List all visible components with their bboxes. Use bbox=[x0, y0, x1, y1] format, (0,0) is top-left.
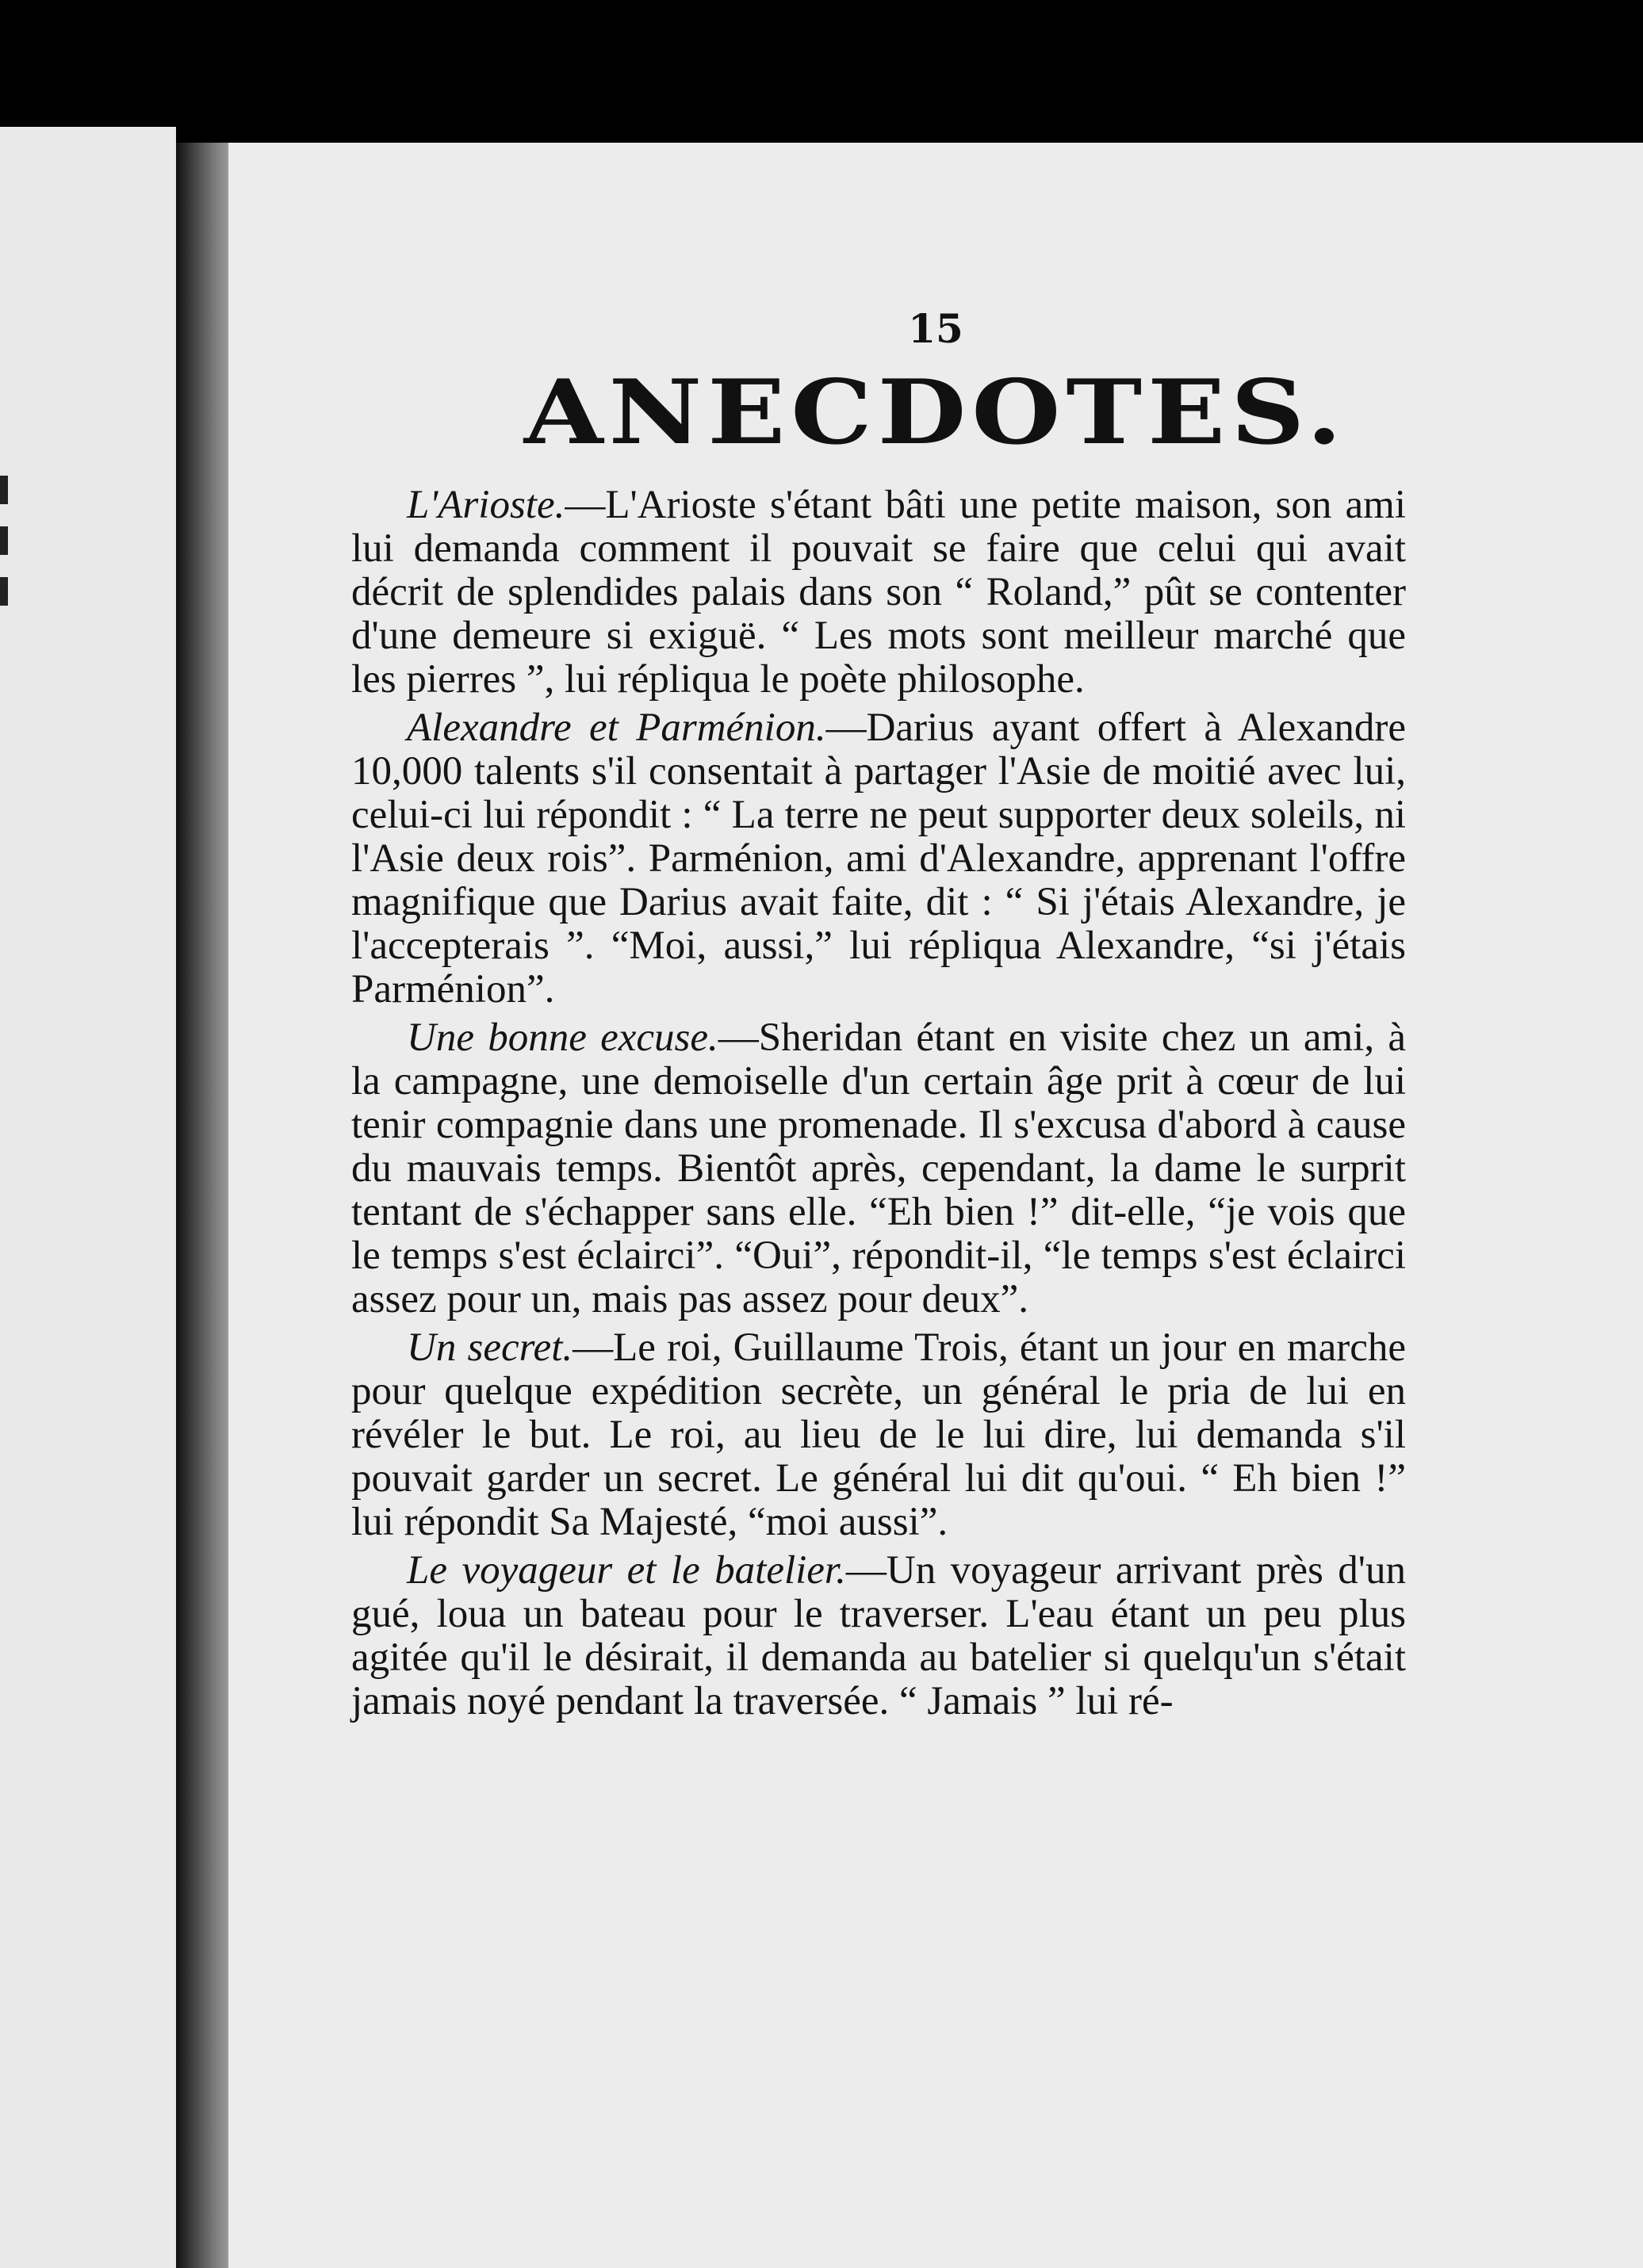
anecdote-excuse bbox=[351, 1016, 1406, 1321]
anecdote-text: —Sheridan étant en visite chez un ami, à la campagne, une demoiselle d'un certain âge prit à cœur de lui tenir compagnie dans une promenade. Il s'excusa d'abord à cause du mauvais temps. Bientôt après, cependant, la dame le surprit tentant de s'échapper sans elle. “Eh bien !” dit-elle, “je vois que le temps s'est éclairci”. “Oui”, répondit-il, “le temps s'est éclairci assez pour un, mais pas assez pour deux”. bbox=[351, 1015, 1406, 1321]
anecdotes-body bbox=[351, 484, 1406, 1725]
anecdote-title: Une bonne excuse. bbox=[407, 1015, 718, 1060]
anecdote-title: L'Arioste. bbox=[407, 483, 565, 527]
book-page bbox=[228, 143, 1643, 2268]
anecdote-text: —Un voyageur arrivant près d'un gué, loua un bateau pour le traverser. L'eau étant un peu plus agitée qu'il le désirait, il demanda au batelier si quelqu'un s'était jamais noyé pendant la traversée. “ Jamais ” lui ré- bbox=[351, 1548, 1406, 1723]
anecdote-text: —Le roi, Guillaume Trois, étant un jour en marche pour quelque expédition secrète, un général le pria de lui en révéler le but. Le roi, au lieu de le lui dire, lui demanda s'il pouvait garder un secret. Le général lui dit qu'oui. “ Eh bien !” lui répondit Sa Majesté, “moi aussi”. bbox=[351, 1325, 1406, 1544]
anecdote-arioste bbox=[351, 484, 1406, 702]
anecdote-title: Le voyageur et le batelier. bbox=[407, 1548, 846, 1593]
anecdote-title: Alexandre et Parménion. bbox=[407, 706, 826, 750]
anecdote-text: —L'Arioste s'étant bâti une petite maison, son ami lui demanda comment il pouvait se faire que celui qui avait décrit de splendides palais dans son “ Roland,” pût se contenter d'une demeure si exiguë. “ Les mots sont meilleur marché que les pierres ”, lui répliqua le poète philosophe. bbox=[351, 483, 1406, 702]
anecdote-secret bbox=[351, 1326, 1406, 1544]
anecdote-batelier bbox=[351, 1549, 1406, 1723]
anecdote-text: —Darius ayant offert à Alexandre 10,000 talents s'il consentait à partager l'Asie de moitié avec lui, celui-ci lui répondit : “ La terre ne peut supporter deux soleils, ni l'Asie deux rois”. Parménion, ami d'Alexandre, apprenant l'offre magnifique que Darius avait faite, dit : “ Si j'étais Alexandre, je l'accepterais ”. “Moi, aussi,” lui répliqua Alexandre, “si j'étais Parménion”. bbox=[351, 706, 1406, 1012]
page-title: ANECDOTES. bbox=[523, 361, 1348, 465]
facing-page-marks bbox=[0, 476, 11, 666]
page-number: 15 bbox=[908, 305, 963, 352]
anecdote-title: Un secret. bbox=[407, 1325, 573, 1370]
anecdote-alexandre bbox=[351, 706, 1406, 1012]
